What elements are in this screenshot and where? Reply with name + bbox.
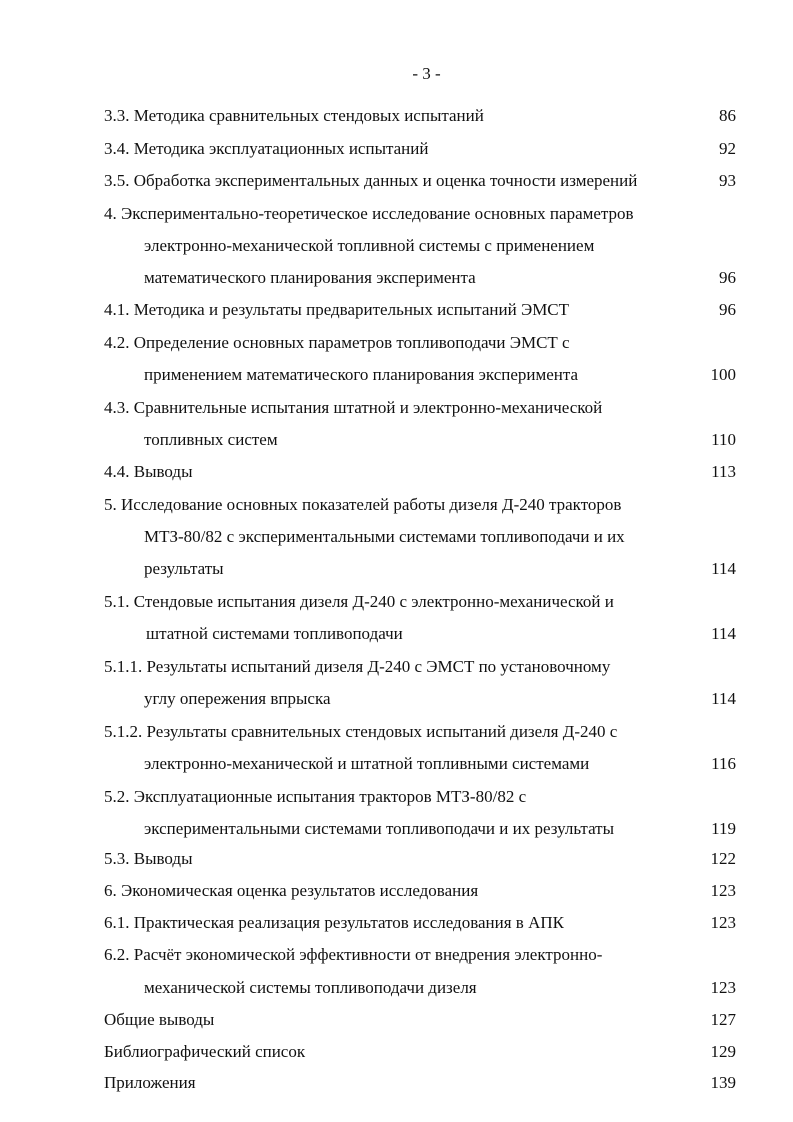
toc-line [0, 1071, 793, 1095]
toc-line [0, 785, 793, 809]
toc-entry-text: 4.2. Определение основных параметров топливоподачи ЭМСТ с [104, 333, 570, 352]
toc-entry-text: 5.2. Эксплуатационные испытания тракторов МТЗ-80/82 с [104, 787, 527, 806]
toc-line [0, 331, 793, 355]
toc-line [0, 363, 793, 387]
toc-line [0, 234, 793, 258]
toc-entry-text: 5.1.2. Результаты сравнительных стендовых испытаний дизеля Д-240 с [104, 722, 618, 741]
toc-entry-page: 129 [710, 1042, 736, 1061]
toc-entry-page: 116 [711, 754, 736, 773]
toc-entry-text: экспериментальными системами топливоподачи и их результаты [144, 819, 615, 838]
toc-line [0, 752, 793, 776]
toc-entry-text: Библиографический список [104, 1042, 306, 1061]
toc-entry-text: механической системы топливоподачи дизеля [144, 978, 477, 997]
toc-line [0, 847, 793, 871]
toc-line [0, 266, 793, 290]
toc-entry-page: 114 [711, 624, 736, 643]
toc-entry-page: 110 [711, 430, 736, 449]
toc-entry-text: углу опережения впрыска [144, 689, 331, 708]
toc-line [0, 590, 793, 614]
toc-entry-page: 119 [711, 819, 736, 838]
toc-entry-text: 3.4. Методика эксплуатационных испытаний [104, 139, 429, 158]
toc-line [0, 687, 793, 711]
toc-line [0, 976, 793, 1000]
toc-line [0, 817, 793, 841]
toc-line [0, 879, 793, 903]
toc-entry-page: 114 [711, 559, 736, 578]
toc-entry-text: Общие выводы [104, 1010, 215, 1029]
toc-entry-text: 3.3. Методика сравнительных стендовых испытаний [104, 106, 484, 125]
toc-line [0, 1040, 793, 1064]
toc-entry-text: электронно-механической топливной системы с применением [144, 236, 595, 255]
toc-line [0, 460, 793, 484]
toc-entry-text: 5.1.1. Результаты испытаний дизеля Д-240 с ЭМСТ по установочному [104, 657, 611, 676]
toc-entry-page: 114 [711, 689, 736, 708]
toc-line [0, 1008, 793, 1032]
toc-entry-text: 6. Экономическая оценка результатов исследования [104, 881, 479, 900]
toc-entry-text: 4.4. Выводы [104, 462, 193, 481]
toc-entry-text: штатной системами топливоподачи [146, 624, 403, 643]
toc-entry-page: 96 [719, 300, 736, 319]
toc-entry-text: результаты [144, 559, 224, 578]
toc-entry-text: 3.5. Обработка экспериментальных данных и оценка точности измерений [104, 171, 638, 190]
toc-entry-page: 96 [719, 268, 736, 287]
toc-entry-page: 92 [719, 139, 736, 158]
toc-entry-page: 127 [710, 1010, 736, 1029]
toc-line [0, 655, 793, 679]
toc-entry-text: электронно-механической и штатной топливными системами [144, 754, 590, 773]
toc-entry-page: 123 [710, 881, 736, 900]
toc-entry-text: 4.3. Сравнительные испытания штатной и электронно-механической [104, 398, 603, 417]
toc-entry-text: 4. Экспериментально-теоретическое исследование основных параметров [104, 204, 634, 223]
toc-entry-text: 6.1. Практическая реализация результатов исследования в АПК [104, 913, 564, 932]
toc-entry-page: 86 [719, 106, 736, 125]
toc-entry-page: 123 [710, 913, 736, 932]
toc-entry-text: Приложения [104, 1073, 196, 1092]
toc-entry-page: 113 [711, 462, 736, 481]
toc-entry-text: 5. Исследование основных показателей работы дизеля Д-240 тракторов [104, 495, 622, 514]
toc-line [0, 428, 793, 452]
toc-line [0, 137, 793, 161]
toc-line [0, 525, 793, 549]
toc-line [0, 396, 793, 420]
toc-entry-page: 100 [710, 365, 736, 384]
toc-entry-page: 123 [710, 978, 736, 997]
toc-line [0, 169, 793, 193]
toc-entry-text: 5.3. Выводы [104, 849, 193, 868]
toc-entry-text: применением математического планирования эксперимента [144, 365, 579, 384]
toc-entry-page: 93 [719, 171, 736, 190]
toc-line [0, 104, 793, 128]
toc-entry-text: МТЗ-80/82 с экспериментальными системами топливоподачи и их [144, 527, 625, 546]
toc-entry-page: 139 [710, 1073, 736, 1092]
toc-line [0, 557, 793, 581]
toc-entry-text: 4.1. Методика и результаты предварительных испытаний ЭМСТ [104, 300, 570, 319]
page-number: - 3 - [412, 64, 441, 83]
toc-line [0, 943, 793, 967]
toc-line [0, 622, 793, 646]
toc-line [0, 720, 793, 744]
toc-line [0, 911, 793, 935]
toc-entry-text: 5.1. Стендовые испытания дизеля Д-240 с электронно-механической и [104, 592, 614, 611]
toc-entry-text: топливных систем [144, 430, 278, 449]
toc-entry-text: математического планирования эксперимента [144, 268, 476, 287]
toc-entry-page: 122 [710, 849, 736, 868]
toc-entry-text: 6.2. Расчёт экономической эффективности от внедрения электронно- [104, 945, 603, 964]
toc-line [0, 202, 793, 226]
toc-line [0, 493, 793, 517]
toc-line [0, 298, 793, 322]
